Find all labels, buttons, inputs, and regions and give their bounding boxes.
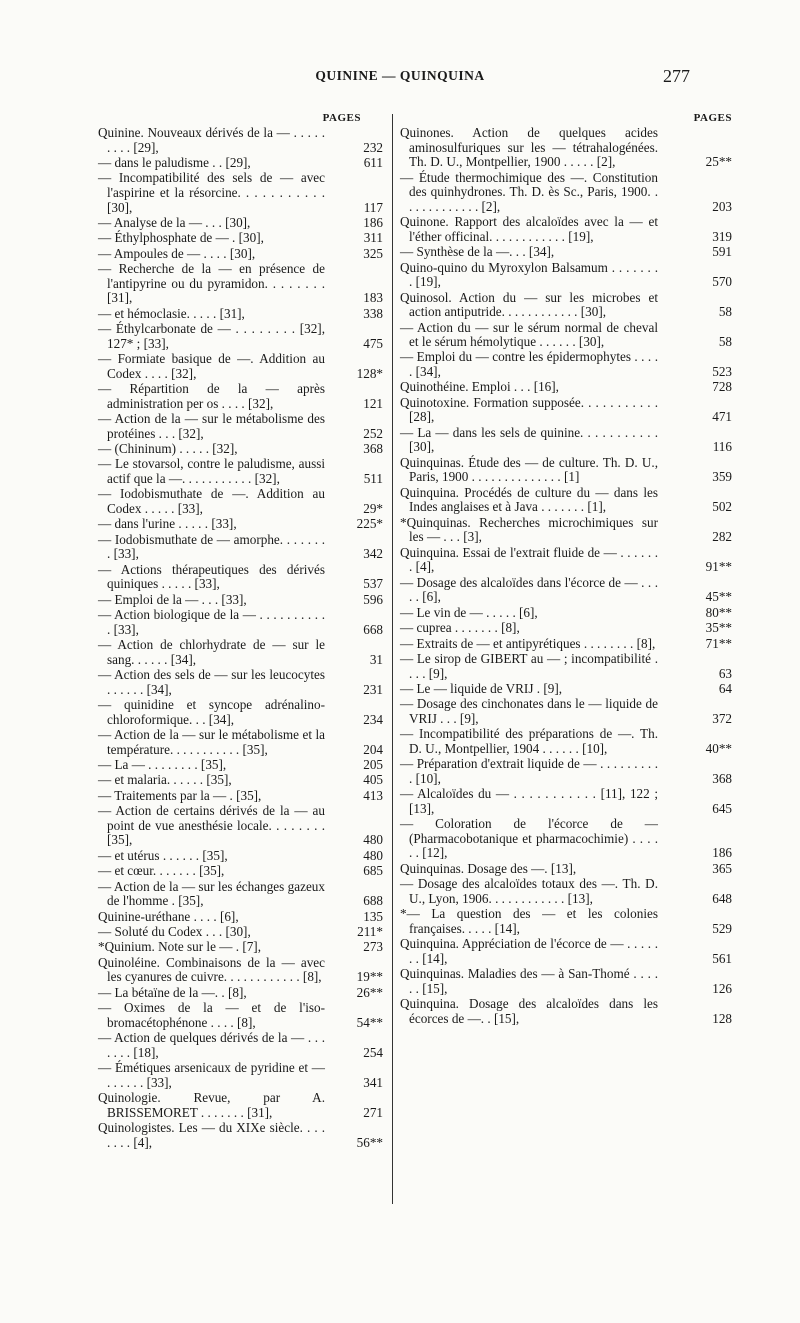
entry-text: — Alcaloïdes du — . . . . . . . . . . . [11], 122 ; [13],	[400, 786, 658, 816]
entry-page: 231	[363, 681, 383, 697]
entry-page: 475	[363, 335, 383, 351]
entry-page: 135	[363, 908, 383, 924]
entry-page: 128	[712, 1010, 732, 1026]
entry-page: 58	[718, 334, 732, 350]
index-entry	[98, 533, 383, 562]
entry-text: — Dosage des alcaloïdes dans l'écorce de — . . . . . [6],	[400, 574, 658, 605]
entry-page: 40**	[705, 740, 732, 756]
entry-text: — Le stovarsol, contre le paludisme, aussi actif que la —. . . . . . . . . . . [32],	[98, 456, 325, 487]
entry-text: — Synthèse de la —. . . [34],	[400, 244, 555, 260]
index-entry	[400, 214, 732, 244]
entry-page: 56**	[356, 1134, 383, 1150]
index-entry	[400, 484, 732, 515]
index-entry	[400, 514, 732, 545]
entry-page: 234	[363, 711, 383, 727]
pages-heading: PAGES	[693, 112, 732, 124]
index-entry	[400, 620, 732, 636]
entry-text: — Action biologique de la — . . . . . . . . . . . [33],	[98, 607, 325, 637]
entry-text: — et malaria. . . . . . [35],	[98, 772, 232, 788]
entry-page: 685	[363, 863, 383, 879]
entry-page: 116	[712, 439, 732, 455]
entry-page: 58	[718, 304, 732, 320]
entry-text: — Emploi de la — . . . [33],	[98, 591, 247, 607]
index-entry	[400, 876, 732, 906]
entry-page: 121	[363, 395, 383, 411]
entry-page: 368	[712, 770, 732, 786]
index-entry	[400, 786, 732, 816]
index-entry	[400, 650, 732, 681]
entry-text: *— La question des — et les colonies françaises. . . . . [14],	[400, 906, 658, 936]
entry-text: — Soluté du Codex . . . [30],	[98, 923, 251, 939]
entry-text: — Actions thérapeutiques des dérivés quiniques . . . . . [33],	[98, 561, 325, 592]
index-entry	[400, 966, 732, 996]
index-entry	[98, 231, 383, 246]
index-entry	[98, 910, 383, 925]
entry-text: — La — dans les sels de quinine. . . . . . . . . . . [30],	[400, 424, 658, 455]
index-entry	[98, 758, 383, 773]
index-entry-list	[98, 126, 383, 1150]
index-entry	[98, 925, 383, 940]
entry-text: — Iodobismuthate de — amorphe. . . . . . . . [33],	[98, 531, 325, 562]
index-entry	[400, 259, 732, 290]
entry-page: 325	[363, 245, 383, 261]
entry-page: 688	[363, 893, 383, 909]
entry-text: Quinquina. Essai de l'extrait fluide de — . . . . . . . [4],	[400, 544, 658, 575]
entry-text: — Extraits de — et antipyrétiques . . . . . . . . [8],	[400, 635, 656, 651]
index-entry	[98, 216, 383, 231]
entry-text: — Incompatibilité des sels de — avec l'aspirine et la résorcine. . . . . . . . . . . [30],	[98, 170, 325, 215]
index-entry	[98, 171, 383, 215]
index-entry	[98, 789, 383, 804]
entry-page: 203	[712, 198, 732, 214]
index-entry	[98, 728, 383, 757]
entry-text: — Action des sels de — sur les leucocytes . . . . . . [34],	[98, 667, 325, 697]
index-entry	[400, 936, 732, 966]
entry-text: — dans le paludisme . . [29],	[98, 154, 251, 170]
entry-text: — Recherche de la — en présence de l'antipyrine ou du pyramidon. . . . . . . . [31],	[98, 261, 325, 306]
entry-page: 561	[712, 950, 732, 966]
index-entry	[400, 244, 732, 260]
index-entry	[400, 379, 732, 395]
pages-heading: PAGES	[322, 112, 361, 124]
index-entry	[98, 880, 383, 909]
index-entry	[400, 906, 732, 936]
entry-text: — Incompatibilité des préparations de —. Th. D. U., Montpellier, 1904 . . . . . . [10],	[400, 726, 658, 756]
entry-text: Quinotoxine. Formation supposée. . . . . . . . . . . [28],	[400, 394, 658, 425]
entry-page: 45**	[705, 589, 732, 605]
entry-text: — La — . . . . . . . . [35],	[98, 757, 227, 773]
entry-page: 29*	[363, 501, 383, 516]
index-entry	[98, 1121, 383, 1150]
index-entry	[400, 125, 732, 170]
entry-text: Quino-quino du Myroxylon Balsamum . . . . . . . . [19],	[400, 259, 658, 290]
entry-text: *Quinium. Note sur le — . [7],	[98, 939, 261, 955]
index-entry	[400, 816, 732, 861]
entry-page: 25**	[705, 154, 732, 170]
entry-page: 523	[712, 364, 732, 380]
entry-page: 537	[363, 576, 383, 592]
running-title: QUININE — QUINQUINA	[315, 68, 485, 83]
entry-text: — Émétiques arsenicaux de pyridine et — . . . . . . [33],	[98, 1060, 325, 1090]
index-entry	[98, 698, 383, 727]
entry-text: — quinidine et syncope adrénalino-chloroformique. . . [34],	[98, 697, 325, 727]
entry-page: 319	[712, 228, 732, 244]
entry-page: 570	[712, 274, 732, 290]
entry-page: 54**	[356, 1014, 383, 1030]
entry-text: — Coloration de l'écorce de — (Pharmacobotanique et pharmacochimie) . . . . . . [12],	[400, 816, 658, 861]
index-entry	[400, 756, 732, 786]
entry-text: — Le vin de — . . . . . [6],	[400, 604, 538, 620]
entry-text: — Action du — sur le sérum normal de cheval et le sérum hémolytique . . . . . . [30],	[400, 319, 658, 350]
entry-text: — et utérus . . . . . . [35],	[98, 847, 228, 863]
entry-text: — Action de la — sur le métabolisme et la température. . . . . . . . . . . [35],	[98, 727, 325, 757]
index-entry	[98, 352, 383, 381]
index-entry	[98, 1061, 383, 1090]
entry-page: 480	[363, 832, 383, 848]
entry-page: 252	[363, 425, 383, 441]
entry-page: 254	[363, 1044, 383, 1060]
index-entry	[98, 773, 383, 788]
entry-page: 648	[712, 890, 732, 906]
left-column	[98, 110, 383, 1151]
entry-text: — Ampoules de — . . . . [30],	[98, 245, 256, 261]
index-entry	[98, 563, 383, 592]
entry-page: 341	[363, 1074, 383, 1090]
index-entry	[400, 604, 732, 621]
entry-text: Quinine. Nouveaux dérivés de la — . . . . . . . . . [29],	[98, 125, 325, 155]
index-entry	[98, 1031, 383, 1060]
entry-text: Quinine-uréthane . . . . [6],	[98, 908, 239, 924]
index-entry	[400, 696, 732, 726]
index-entry	[98, 638, 383, 667]
entry-text: — Action de chlorhydrate de — sur le sang. . . . . . [34],	[98, 637, 325, 667]
entry-text: Quinquina. Dosage des alcaloïdes dans les écorces de —. . [15],	[400, 996, 658, 1026]
entry-page: 471	[712, 409, 732, 425]
entry-page: 128*	[356, 365, 383, 381]
index-entry	[98, 986, 383, 1001]
entry-text: Quinquinas. Étude des — de culture. Th. D. U., Paris, 1900 . . . . . . . . . . . . . . [1]	[400, 454, 658, 485]
entry-text: — Étude thermochimique des —. Constitution des quinhydrones. Th. D. ès Sc., Paris, 1900. . . . . . . . . . . . . [2],	[400, 169, 658, 214]
index-entry	[98, 608, 383, 637]
index-entry	[98, 156, 383, 171]
index-entry	[98, 442, 383, 457]
index-entry	[400, 424, 732, 455]
entry-text: Quinosol. Action du — sur les microbes et action antiputride. . . . . . . . . . . . [30],	[400, 289, 658, 320]
entry-page: 529	[712, 920, 732, 936]
index-entry	[98, 307, 383, 322]
index-entry	[98, 247, 383, 262]
entry-text: Quinquina. Procédés de culture du — dans les Indes anglaises et à Java . . . . . . . [1],	[400, 484, 658, 515]
entry-page: 63	[718, 665, 732, 681]
index-entry	[98, 322, 383, 351]
entry-page: 71**	[705, 635, 732, 651]
entry-page: 232	[363, 139, 383, 155]
index-entry	[400, 996, 732, 1026]
entry-text: — Formiate basique de —. Addition au Codex . . . . [32],	[98, 351, 325, 381]
entry-page: 611	[363, 154, 383, 170]
entry-text: Quinquinas. Dosage des —. [13],	[400, 860, 577, 876]
entry-text: — Répartition de la — après administration per os . . . . [32],	[98, 381, 325, 411]
entry-page: 668	[363, 621, 383, 637]
entry-text: Quinquina. Appréciation de l'écorce de — . . . . . . . [14],	[400, 936, 658, 966]
index-entry	[98, 412, 383, 441]
index-entry	[98, 1001, 383, 1030]
entry-text: Quinone. Rapport des alcaloïdes avec la — et l'éther officinal. . . . . . . . . . . . [19],	[400, 214, 658, 244]
index-entry	[400, 726, 732, 756]
index-entry-list	[400, 125, 732, 1026]
index-entry	[98, 864, 383, 879]
entry-text: — dans l'urine . . . . . [33],	[98, 516, 237, 532]
entry-text: — Action de certains dérivés de la — au point de vue anesthésie locale. . . . . . . . [35],	[98, 803, 325, 848]
index-entry	[98, 804, 383, 848]
entry-page: 91**	[705, 559, 732, 575]
index-entry	[400, 860, 732, 877]
entry-page: 126	[712, 980, 732, 996]
entry-text: — Dosage des cinchonates dans le — liquide de VRIJ . . . [9],	[400, 696, 658, 726]
index-entry	[400, 635, 732, 652]
entry-page: 80**	[705, 604, 732, 620]
entry-text: Quinquinas. Maladies des — à San-Thomé . . . . . . [15],	[400, 966, 658, 996]
entry-page: 359	[712, 469, 732, 485]
entry-page: 35**	[705, 620, 732, 636]
entry-text: — La bétaïne de la —. . [8],	[98, 984, 247, 1000]
index-entry	[98, 262, 383, 306]
index-entry	[400, 544, 732, 575]
index-entry	[400, 394, 732, 425]
entry-text: — (Chininum) . . . . . [32],	[98, 441, 238, 457]
entry-text: — Éthylcarbonate de — . . . . . . . . [32], 127* ; [33],	[98, 321, 325, 351]
entry-page: 645	[712, 800, 732, 816]
entry-text: — Préparation d'extrait liquide de — . . . . . . . . . . [10],	[400, 756, 658, 786]
entry-page: 282	[712, 529, 732, 545]
entry-page: 26**	[356, 984, 383, 1000]
entry-text: — Action de la — sur les échanges gazeux de l'homme . [35],	[98, 878, 325, 909]
entry-text: *Quinquinas. Recherches microchimiques sur les — . . . [3],	[400, 514, 658, 545]
entry-page: 64	[718, 680, 732, 696]
entry-page: 205	[363, 757, 383, 773]
entry-page: 338	[363, 305, 383, 321]
index-entry	[98, 487, 383, 516]
index-entry	[400, 574, 732, 605]
index-entry	[98, 940, 383, 955]
entry-text: Quinologistes. Les — du XIXe siècle. . . . . . . . [4],	[98, 1120, 325, 1150]
index-entry	[98, 956, 383, 985]
column-divider	[392, 114, 393, 1204]
entry-page: 728	[712, 379, 732, 395]
entry-page: 211*	[357, 923, 383, 939]
entry-text: — et hémoclasie. . . . . [31],	[98, 305, 245, 321]
entry-text: — Action de la — sur le métabolisme des protéines . . . [32],	[98, 411, 325, 441]
entry-text: Quinones. Action de quelques acides aminosulfuriques sur les — tétrahalogénées. Th. D. U., Montpellier, 1900 . . . . . [2],	[400, 125, 658, 170]
index-entry	[98, 593, 383, 608]
entry-text: — Iodobismuthate de —. Addition au Codex . . . . . [33],	[98, 486, 325, 516]
entry-page: 271	[363, 1104, 383, 1120]
entry-page: 311	[363, 230, 383, 246]
index-entry	[400, 289, 732, 320]
entry-text: — et cœur. . . . . . . [35],	[98, 863, 225, 879]
index-entry	[98, 126, 383, 155]
entry-page: 502	[712, 499, 732, 515]
entry-text: Quinothéine. Emploi . . . [16],	[400, 379, 559, 395]
entry-text: — Traitements par la — . [35],	[98, 787, 262, 803]
entry-text: — Éthylphosphate de — . [30],	[98, 230, 264, 246]
entry-page: 204	[363, 741, 383, 757]
page-header	[0, 68, 800, 92]
index-entry	[400, 319, 732, 350]
entry-text: — Dosage des alcaloïdes totaux des —. Th. D. U., Lyon, 1906. . . . . . . . . . . . [13],	[400, 876, 658, 906]
entry-page: 19**	[356, 969, 383, 985]
index-entry	[98, 457, 383, 486]
index-entry	[400, 169, 732, 215]
entry-page: 186	[363, 214, 383, 230]
index-entry	[98, 849, 383, 864]
entry-page: 591	[712, 244, 732, 260]
index-entry	[98, 1091, 383, 1120]
entry-page: 183	[363, 290, 383, 306]
right-column	[400, 110, 732, 1027]
entry-page: 186	[712, 845, 732, 861]
entry-page: 31	[369, 651, 383, 667]
entry-page: 273	[363, 939, 383, 955]
index-entry	[98, 517, 383, 532]
index-entry	[400, 349, 732, 380]
entry-text: — Action de quelques dérivés de la — . . . . . . . [18],	[98, 1030, 325, 1060]
index-entry	[98, 382, 383, 411]
entry-text: — Oximes de la — et de l'iso-bromacétophénone . . . . [8],	[98, 1000, 325, 1030]
entry-page: 480	[363, 847, 383, 863]
entry-page: 596	[363, 591, 383, 607]
entry-text: Quinologie. Revue, par A. BRISSEMORET . . . . . . . [31],	[98, 1090, 325, 1120]
entry-text: — Le — liquide de VRIJ . [9],	[400, 680, 563, 696]
entry-page: 372	[712, 710, 732, 726]
entry-page: 405	[363, 772, 383, 788]
entry-page: 413	[363, 787, 383, 803]
entry-text: Quinoléine. Combinaisons de la — avec les cyanures de cuivre. . . . . . . . . . . . [8],	[98, 954, 325, 985]
page-number: 277	[663, 66, 690, 86]
index-entry	[400, 680, 732, 697]
entry-text: — Analyse de la — . . . [30],	[98, 214, 251, 230]
entry-page: 117	[363, 199, 383, 215]
entry-page: 368	[363, 441, 383, 457]
entry-page: 225*	[356, 516, 383, 532]
entry-text: — cuprea . . . . . . . [8],	[400, 620, 520, 636]
entry-text: — Le sirop de GIBERT au — ; incompatibilité . . . . [9],	[400, 650, 658, 681]
entry-page: 511	[363, 471, 383, 487]
index-entry	[98, 668, 383, 697]
index-entry	[400, 454, 732, 485]
entry-page: 342	[363, 546, 383, 562]
entry-text: — Emploi du — contre les épidermophytes . . . . . [34],	[400, 349, 658, 380]
entry-page: 365	[712, 860, 732, 876]
